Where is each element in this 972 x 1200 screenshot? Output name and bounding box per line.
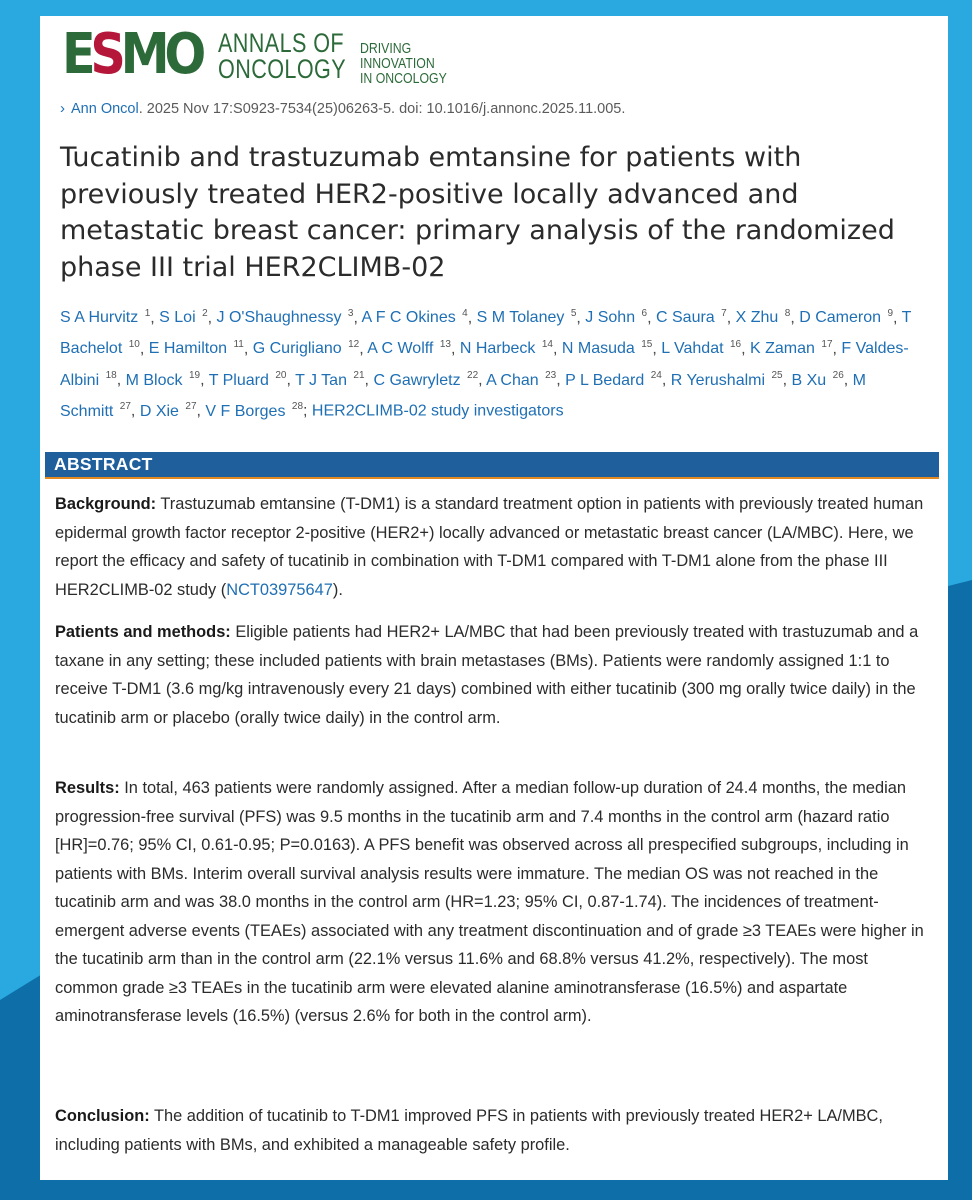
author-item xyxy=(149,340,244,357)
author-affiliation[interactable]: 17 xyxy=(821,339,833,351)
author-separator: , xyxy=(359,340,368,358)
author-item xyxy=(253,340,360,357)
author-item xyxy=(361,309,467,326)
author-name-link[interactable]: B Xu xyxy=(791,371,827,389)
methods-text: Eligible patients had HER2+ LA/MBC that had been previously treated with trastuzumab and a taxane in any setting; these included patients with brain metastases (BMs). Patients were randomly assigned 1:1 to receive T-DM1 (3.6 mg/kg intravenously every 21 days) combined with either tucatinib (300 mg orally twice daily) in the tucatinib arm or placebo (orally twice daily) in the control arm. xyxy=(55,623,919,727)
journal-link[interactable]: Ann Oncol xyxy=(71,101,139,117)
author-separator: , xyxy=(467,309,477,327)
author-name-link[interactable]: M Block xyxy=(125,371,183,389)
logo-letter-o: O xyxy=(164,22,201,87)
author-name-link[interactable]: L Vahdat xyxy=(661,340,724,358)
author-name-link[interactable]: C Saura xyxy=(656,309,715,327)
author-separator: , xyxy=(576,309,586,327)
author-list xyxy=(60,301,920,426)
author-name-link[interactable]: T J Tan xyxy=(295,371,347,389)
author-item xyxy=(126,372,200,389)
author-name-link[interactable]: D Cameron xyxy=(799,309,882,327)
author-name-link[interactable]: A F C Okines xyxy=(361,309,456,327)
background-text: Trastuzumab emtansine (T-DM1) is a standard treatment option in patients with previously treated human epidermal growth factor receptor 2-positive (HER2+) locally advanced or metastatic breast cancer (LA/MBC). Here, we report the efficacy and safety of tucatinib in combination with T-DM1 compared with T-DM1 alone from the phase III HER2CLIMB-02 study ( xyxy=(55,495,924,599)
wordmark-line-1: ANNALS OF xyxy=(218,28,345,58)
author-name-link[interactable]: V F Borges xyxy=(205,402,286,420)
author-affiliation[interactable]: 1 xyxy=(144,308,151,319)
author-name-link[interactable]: D Xie xyxy=(139,402,179,420)
author-item xyxy=(373,372,478,389)
author-affiliation[interactable]: 24 xyxy=(650,370,662,382)
author-item xyxy=(750,340,833,357)
author-affiliation[interactable]: 22 xyxy=(467,370,479,382)
results-text: In total, 463 patients were randomly assigned. After a median follow-up duration of 24.4 months, the median progression-free survival (PFS) was 9.5 months in the tucatinib arm and 7.4 months in the control arm (hazard ratio [HR]=0.76; 95% CI, 0.61-0.95; P=0.0163). A PFS benefit was observed across all prespecified subgroups, including in patients with BMs. Interim overall survival analysis results were immature. The median OS was not reached in the tucatinib arm and was 38.0 months in the control arm (HR=1.23; 95% CI, 0.87-1.74). The incidences of treatment-emergent adverse events (TEAEs) associated with any treatment discontinuation and of grade ≥3 TEAEs were higher in the tucatinib arm than in the control arm (22.1% versus 11.6% and 68.8% versus 41.2%, respectively). The most common grade ≥3 TEAEs in the tucatinib arm were elevated alanine aminotransferase (16.5%) and aspartate aminotransferase levels (16.5%) (versus 2.6% for both in the control arm). xyxy=(55,779,924,1025)
author-separator: , xyxy=(790,309,800,327)
author-name-link[interactable]: M Schmitt xyxy=(60,371,866,420)
author-item xyxy=(209,372,287,389)
author-separator: , xyxy=(552,340,562,358)
author-separator: , xyxy=(207,309,217,327)
author-affiliation[interactable]: 21 xyxy=(353,370,365,382)
author-item xyxy=(60,309,150,326)
abstract-results xyxy=(55,774,925,1031)
author-affiliation[interactable]: 3 xyxy=(347,308,354,319)
author-separator: , xyxy=(661,371,671,389)
author-separator: ; xyxy=(303,402,312,420)
author-name-link[interactable]: N Masuda xyxy=(561,340,635,358)
author-separator: , xyxy=(130,402,140,420)
author-separator: , xyxy=(832,340,842,358)
author-name-link[interactable]: C Gawryletz xyxy=(373,371,461,389)
nct-link[interactable]: NCT03975647 xyxy=(226,580,333,599)
author-separator: , xyxy=(364,371,374,389)
esmo-logo xyxy=(62,22,201,87)
author-affiliation[interactable]: 18 xyxy=(105,370,117,382)
abstract-background xyxy=(55,490,925,604)
abstract-methods xyxy=(55,618,925,732)
author-item xyxy=(205,403,303,420)
author-affiliation[interactable]: 15 xyxy=(641,339,653,351)
author-name-link[interactable]: A Chan xyxy=(486,371,539,389)
author-affiliation[interactable]: 5 xyxy=(570,308,577,319)
author-name-link[interactable]: S A Hurvitz xyxy=(60,309,139,327)
author-affiliation[interactable]: 14 xyxy=(541,339,553,351)
author-name-link[interactable]: J Sohn xyxy=(585,309,636,327)
background-label: Background: xyxy=(55,495,157,513)
author-affiliation[interactable]: 26 xyxy=(832,370,844,382)
author-affiliation[interactable]: 12 xyxy=(348,339,360,351)
author-item xyxy=(460,340,553,357)
author-item xyxy=(565,372,662,389)
author-name-link[interactable]: G Curigliano xyxy=(252,340,342,358)
author-name-link[interactable]: T Bachelot xyxy=(60,309,912,358)
wordmark-line-2: ONCOLOGY xyxy=(218,54,347,84)
author-affiliation[interactable]: 27 xyxy=(119,401,131,413)
annals-of-oncology-wordmark xyxy=(218,30,346,82)
author-separator: , xyxy=(782,371,792,389)
tagline-line-1: DRIVING INNOVATION xyxy=(360,39,435,72)
author-name-link[interactable]: S M Tolaney xyxy=(476,309,565,327)
author-separator: , xyxy=(556,371,566,389)
author-separator: , xyxy=(139,340,149,358)
author-separator: , xyxy=(450,340,460,358)
author-item xyxy=(562,340,653,357)
author-item xyxy=(661,340,741,357)
author-separator: , xyxy=(150,309,160,327)
author-item xyxy=(140,403,197,420)
logo-letter-s: S xyxy=(90,22,121,87)
author-affiliation[interactable]: 13 xyxy=(439,339,451,351)
author-separator: , xyxy=(286,371,296,389)
author-item xyxy=(736,309,791,326)
author-separator: , xyxy=(116,371,126,389)
author-affiliation[interactable]: 19 xyxy=(188,370,201,382)
author-name-link[interactable]: R Yerushalmi xyxy=(670,371,766,389)
article-card xyxy=(40,16,948,1180)
author-separator: , xyxy=(893,309,902,327)
abstract-conclusion xyxy=(55,1102,925,1159)
author-name-link[interactable]: A C Wolff xyxy=(367,340,434,358)
author-item xyxy=(486,372,556,389)
author-affiliation[interactable]: 23 xyxy=(545,370,557,382)
author-name-link[interactable]: S Loi xyxy=(159,309,196,327)
author-affiliation[interactable]: 8 xyxy=(784,308,791,319)
author-affiliation[interactable]: 27 xyxy=(185,401,197,413)
author-separator: , xyxy=(200,371,209,389)
author-affiliation[interactable]: 7 xyxy=(721,308,727,319)
author-affiliation[interactable]: 11 xyxy=(233,339,244,351)
citation-line xyxy=(60,100,625,117)
author-name-link[interactable]: J O'Shaughnessy xyxy=(216,309,342,327)
author-name-link[interactable]: F Valdes-Albini xyxy=(60,340,909,389)
author-name-link[interactable]: T Pluard xyxy=(208,371,269,389)
author-separator: , xyxy=(726,309,736,327)
author-separator: , xyxy=(196,402,206,420)
author-item xyxy=(585,309,647,326)
author-separator: , xyxy=(478,371,487,389)
author-affiliation[interactable]: 4 xyxy=(462,308,468,319)
author-name-link[interactable]: N Harbeck xyxy=(459,340,536,358)
abstract-heading: ABSTRACT xyxy=(45,452,939,479)
author-name-link[interactable]: P L Bedard xyxy=(565,371,645,389)
author-separator: , xyxy=(652,340,662,358)
logo-tagline xyxy=(360,41,475,86)
author-separator: , xyxy=(353,309,362,327)
article-title: Tucatinib and trastuzumab emtansine for patients with previously treated HER2-positive locally advanced and metastatic breast cancer: primary analysis of the randomized phase III trial HER2CLIMB-02 xyxy=(60,142,895,283)
author-name-link[interactable]: X Zhu xyxy=(735,309,779,327)
author-name-link[interactable]: K Zaman xyxy=(750,340,815,358)
chevron-right-icon[interactable]: › xyxy=(60,100,65,117)
author-item xyxy=(671,372,783,389)
author-item xyxy=(799,309,893,326)
logo-letter-m: M xyxy=(120,22,165,87)
conclusion-label: Conclusion: xyxy=(55,1107,150,1125)
author-item xyxy=(217,309,354,326)
conclusion-text: The addition of tucatinib to T-DM1 improved PFS in patients with previously treated HER2+ LA/MBC, including patients with BMs, and exhibited a manageable safety profile. xyxy=(55,1107,883,1154)
author-affiliation[interactable]: 2 xyxy=(202,308,208,319)
author-item xyxy=(656,309,727,326)
author-separator: , xyxy=(243,340,253,358)
background-end: ). xyxy=(332,580,343,599)
citation-details: . 2025 Nov 17:S0923-7534(25)06263-5. doi: 10.1016/j.annonc.2025.11.005. xyxy=(138,101,626,117)
author-separator: , xyxy=(843,371,853,389)
logo-letter-e: E xyxy=(62,22,91,87)
results-label: Results: xyxy=(55,779,120,797)
journal-logo[interactable] xyxy=(62,22,500,87)
author-affiliation[interactable]: 25 xyxy=(771,370,783,382)
author-separator: , xyxy=(741,340,751,358)
author-item xyxy=(792,372,844,389)
author-affiliation[interactable]: 9 xyxy=(887,308,894,319)
author-affiliation[interactable]: 16 xyxy=(730,339,742,351)
author-item xyxy=(367,340,451,357)
author-affiliation[interactable]: 28 xyxy=(291,401,304,413)
author-separator: , xyxy=(647,309,656,327)
author-affiliation[interactable]: 20 xyxy=(275,370,287,382)
author-item xyxy=(477,309,577,326)
author-name-link[interactable]: E Hamilton xyxy=(148,340,227,358)
author-affiliation[interactable]: 6 xyxy=(641,308,648,319)
study-group-link[interactable]: HER2CLIMB-02 study investigators xyxy=(311,402,564,420)
methods-label: Patients and methods: xyxy=(55,623,231,641)
author-affiliation[interactable]: 10 xyxy=(128,339,140,351)
author-item xyxy=(159,309,207,326)
author-item xyxy=(295,372,364,389)
tagline-line-2: IN ONCOLOGY xyxy=(360,69,447,87)
